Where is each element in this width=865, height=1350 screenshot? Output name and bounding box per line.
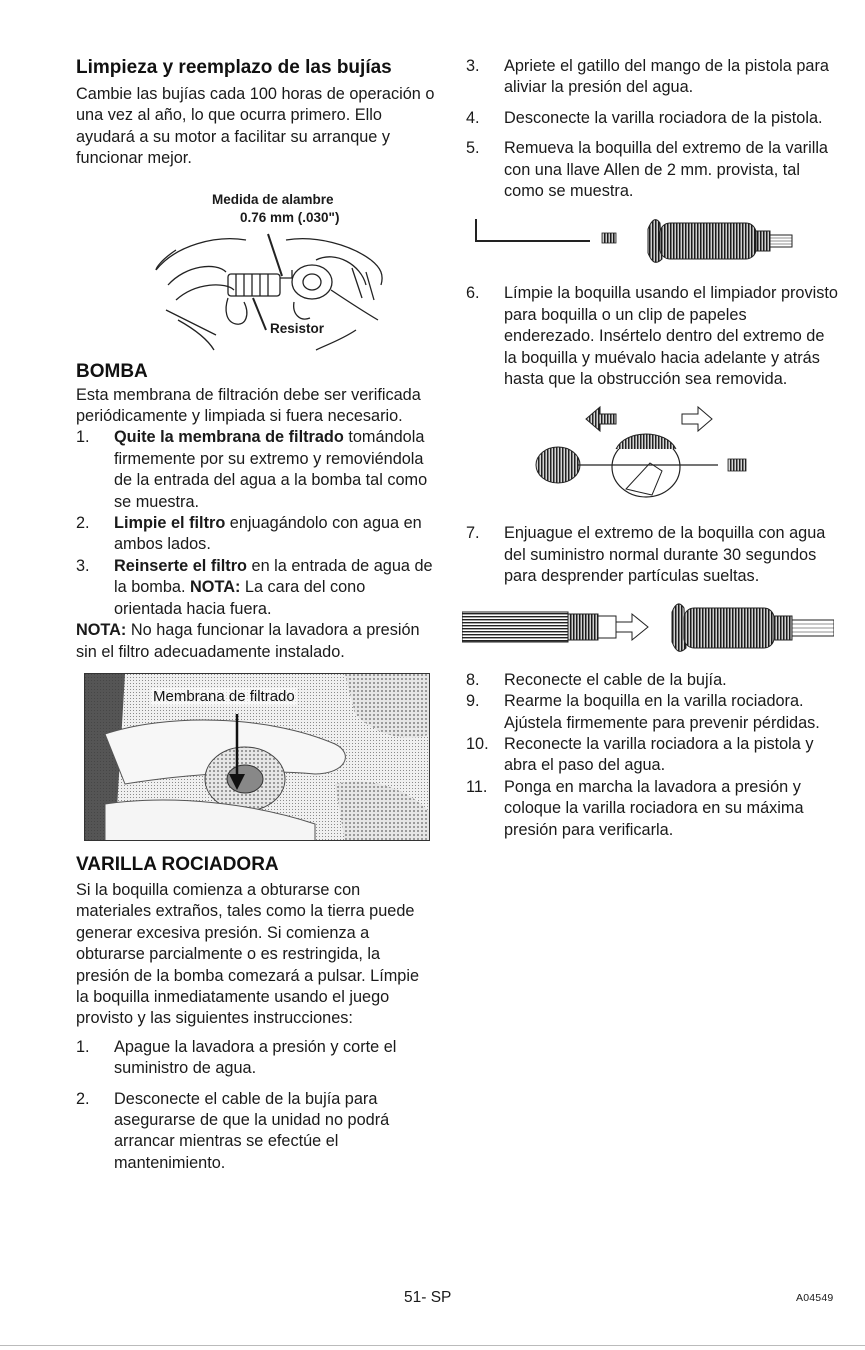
right-column — [466, 56, 838, 841]
right-step — [466, 108, 838, 129]
bujias-paragraph: Cambie las bujías cada 100 horas de operación o una vez al año, lo que ocurra primero. Ello ayudará a su motor a facilitar su arranque y funcionar mejor. — [76, 85, 435, 168]
right-step — [466, 523, 838, 587]
step-note-label: NOTA: — [190, 578, 241, 597]
right-steps-d — [466, 670, 838, 841]
filter-membrane-photo — [84, 673, 430, 841]
step-number: 7. — [466, 524, 480, 543]
right-step — [466, 283, 838, 390]
right-step — [466, 56, 838, 99]
section-title-bomba: BOMBA — [76, 360, 148, 382]
varilla-step — [76, 1037, 436, 1080]
step-bold: Reinserte el filtro — [114, 556, 248, 575]
step-text: Apriete el gatillo del mango de la pistola para aliviar la presión del agua. — [504, 57, 829, 97]
step-text: Límpie la boquilla usando el limpiador provisto para boquilla o un clip de papeles enderezado. Insértelo dentro del extremo de la boquilla y muévalo hacia adelante y atrás hasta que la obstrucción sea removida. — [504, 284, 838, 389]
section-title-varilla: VARILLA ROCIADORA — [76, 853, 279, 875]
step-number: 11. — [466, 777, 488, 796]
right-steps-b — [466, 283, 838, 390]
bomba-step — [76, 513, 436, 556]
step-text: Enjuague el extremo de la boquilla con agua del suministro normal durante 30 segundos para desprender partículas sueltas. — [504, 524, 826, 586]
right-step — [466, 138, 838, 202]
right-step — [466, 734, 838, 777]
step-number: 5. — [466, 139, 480, 158]
label-medida-alambre: Medida de alambre — [212, 191, 334, 207]
bomba-paragraph: Esta membrana de filtración debe ser verificada periódicamente y limpiada si fuera necesario. — [76, 385, 421, 426]
label-membrana-filtrado: Membrana de filtrado — [153, 687, 295, 705]
step-number: 9. — [466, 692, 480, 711]
spark-plug-figure — [116, 190, 416, 360]
bomba-step — [76, 556, 436, 620]
right-steps-c — [466, 523, 838, 587]
allen-wrench-nozzle-figure — [466, 211, 838, 271]
step-text: Reconecte el cable de la bujía. — [504, 670, 727, 689]
step-text: Desconecte el cable de la bujía para asegurarse de que la unidad no podrá arrancar mientras se efectúe el mantenimiento. — [114, 1089, 390, 1172]
step-number: 2. — [76, 1089, 90, 1108]
right-step — [466, 691, 838, 734]
left-column — [76, 56, 436, 1183]
nota-label: NOTA: — [76, 621, 127, 640]
document-code: A04549 — [796, 1292, 834, 1304]
section-title-bujias: Limpieza y reemplazo de las bujías — [76, 57, 392, 78]
step-number: 2. — [76, 514, 90, 533]
step-body — [114, 513, 436, 556]
right-step — [466, 670, 838, 691]
nozzle-cleaning-figure — [466, 399, 838, 509]
step-body — [114, 556, 436, 620]
step-body — [114, 427, 436, 513]
step-bold: Limpie el filtro — [114, 514, 226, 533]
page-edge-line — [0, 1345, 865, 1346]
step-text: en la entrada de agua de la bomba. — [114, 556, 433, 597]
step-number: 3. — [466, 57, 480, 75]
step-number: 1. — [76, 428, 90, 447]
step-text: Reconecte la varilla rociadora a la pistola y abra el paso del agua. — [504, 734, 814, 775]
bomba-step — [76, 427, 436, 513]
step-text: Ponga en marcha la lavadora a presión y coloque la varilla rociadora en su máxima presión para verificarla. — [504, 777, 804, 839]
step-number: 3. — [76, 556, 90, 575]
step-text: Apague la lavadora a presión y corte el suministro de agua. — [114, 1037, 397, 1078]
step-bold: Quite la membrana de filtrado — [114, 428, 344, 447]
step-text: enjuagándolo con agua en ambos lados. — [114, 514, 422, 554]
label-resistor: Resistor — [270, 320, 325, 336]
nota-paragraph — [76, 620, 436, 663]
step-number: 10. — [466, 734, 489, 753]
bomba-steps — [76, 427, 436, 620]
nota-text: No haga funcionar la lavadora a presión sin el filtro adecuadamente instalado. — [76, 621, 420, 661]
varilla-steps — [76, 1037, 436, 1174]
step-number: 1. — [76, 1037, 90, 1056]
step-note-text: La cara del cono orientada hacia fuera. — [114, 578, 366, 618]
varilla-paragraph: Si la boquilla comienza a obturarse con materiales extraños, tales como la tierra puede generar excesiva presión. Si comienza a obturarse parcialmente o es restringida, la presión de la bomba comezará a pulsar. Límpie la boquilla inmediatamente usando el juego provisto y las siguientes instrucciones: — [76, 880, 420, 1028]
page-number: 51- SP — [404, 1289, 452, 1306]
step-text: Rearme la boquilla en la varilla rociadora. Ajústela firmemente para prevenir pérdidas. — [504, 692, 820, 732]
step-number: 4. — [466, 108, 480, 127]
step-text: Remueva la boquilla del extremo de la varilla con una llave Allen de 2 mm. provista, tal como se muestra. — [504, 139, 828, 201]
right-step — [466, 777, 838, 841]
label-gap: 0.76 mm (.030") — [240, 209, 340, 225]
varilla-step — [76, 1089, 436, 1175]
step-text: tomándola firmemente por su extremo y removiéndola de la entrada del agua a la bomba tal como se muestra. — [114, 428, 428, 511]
step-text: Desconecte la varilla rociadora de la pistola. — [504, 108, 823, 127]
right-steps-a — [466, 56, 838, 202]
nozzle-flush-figure — [462, 598, 834, 658]
step-number: 8. — [466, 670, 480, 689]
step-number: 6. — [466, 284, 480, 303]
